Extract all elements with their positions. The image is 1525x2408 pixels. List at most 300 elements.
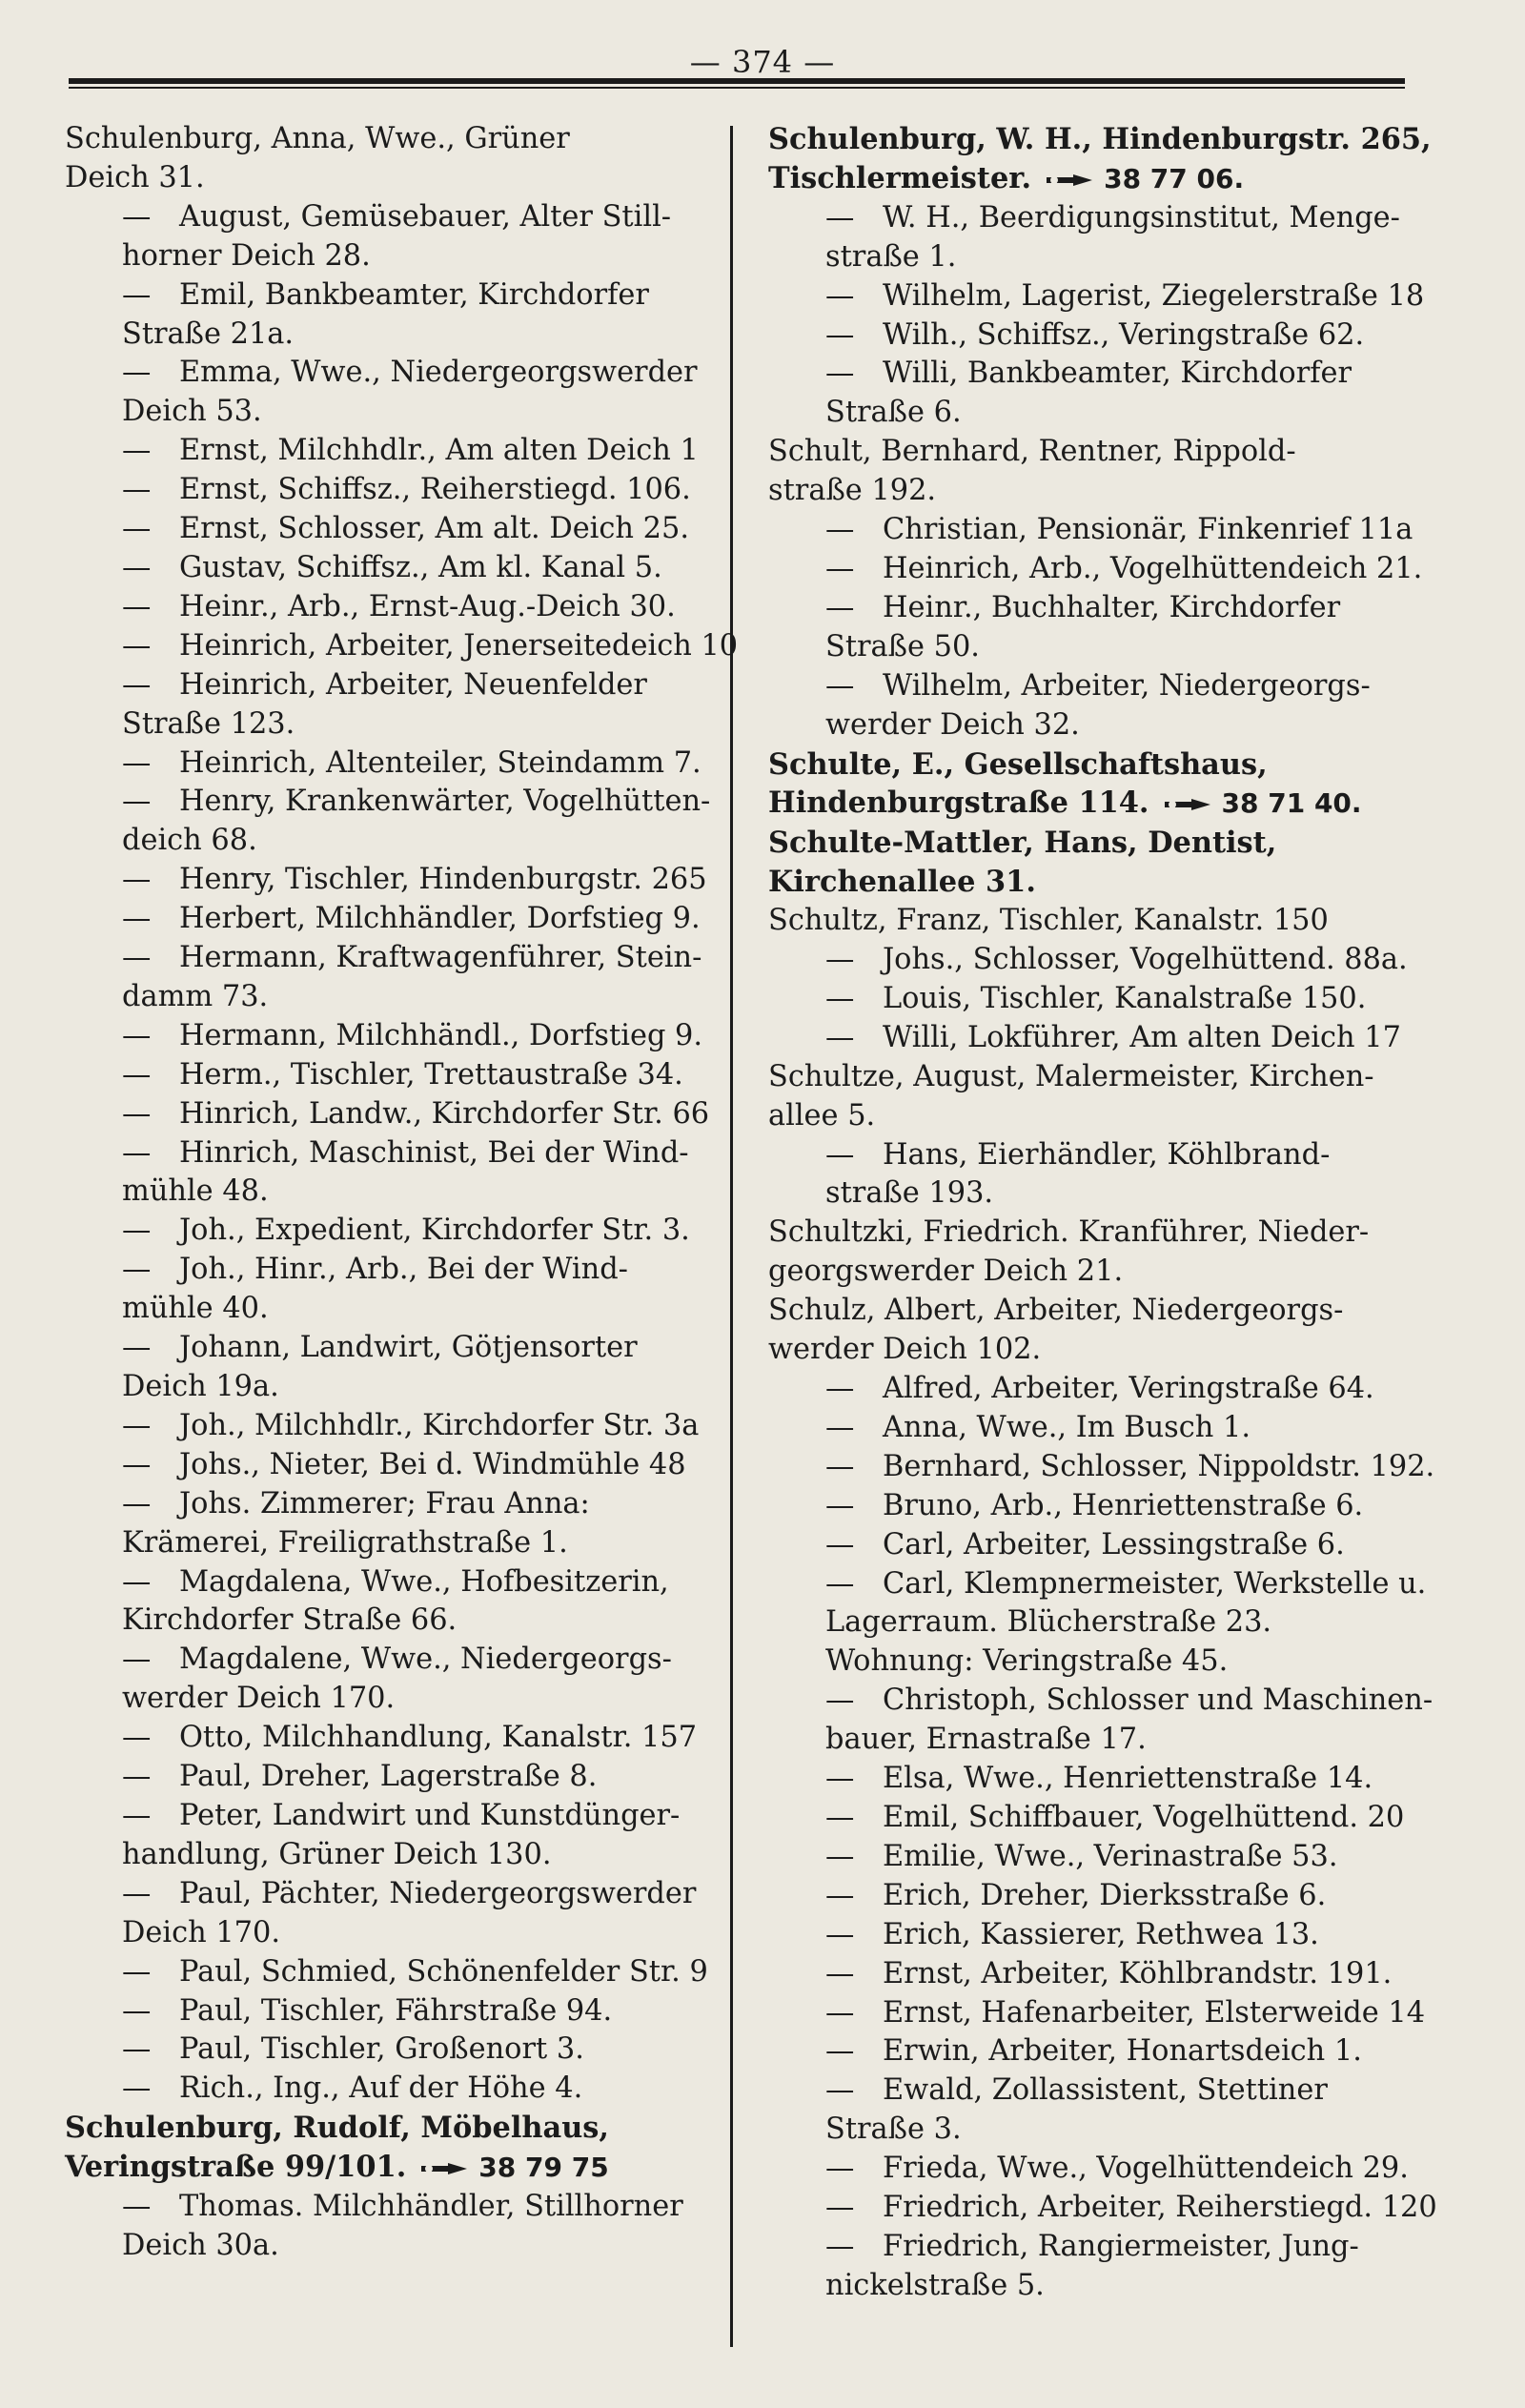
ditto-dash: — bbox=[825, 590, 855, 624]
entry-line: Straße 50. bbox=[825, 629, 980, 663]
entry-line bbox=[825, 1019, 1426, 1058]
directory-entry bbox=[65, 1095, 722, 1134]
entry-line bbox=[122, 2030, 722, 2070]
entry-line bbox=[122, 1719, 722, 1758]
entry-line: Schultz, Franz, Tischler, Kanalstr. 150 bbox=[768, 904, 1329, 938]
entry-line bbox=[122, 627, 739, 666]
entry-line bbox=[122, 939, 722, 978]
ditto-dash: — bbox=[122, 1253, 152, 1287]
directory-entry bbox=[65, 1212, 722, 1251]
directory-entry bbox=[768, 1214, 1426, 1292]
directory-entry bbox=[768, 1409, 1426, 1448]
entry-text: Heinr., Arb., Ernst-Aug.-Deich 30. bbox=[179, 589, 676, 623]
entry-text: Thomas. Milchhändler, Stillhorner bbox=[179, 2190, 683, 2224]
entry-text: Paul, Dreher, Lagerstraße 8. bbox=[179, 1760, 598, 1794]
entry-line: Deich 30a. bbox=[122, 2228, 279, 2262]
ditto-dash: — bbox=[825, 2034, 855, 2069]
ditto-dash: — bbox=[122, 941, 152, 975]
entry-line bbox=[122, 1953, 722, 1992]
directory-entry bbox=[65, 783, 722, 861]
ditto-dash: — bbox=[122, 1993, 152, 2028]
directory-entry bbox=[768, 980, 1426, 1019]
entry-text: Willi, Bankbeamter, Kirchdorfer bbox=[883, 357, 1352, 391]
directory-entry bbox=[65, 900, 722, 939]
entry-line: allee 5. bbox=[768, 1098, 876, 1133]
ditto-dash: — bbox=[122, 1876, 152, 1910]
entry-text: Ewald, Zollassistent, Stettiner bbox=[883, 2073, 1328, 2108]
entry-line bbox=[825, 550, 1426, 589]
entry-line: Schulenburg, W. H., Hindenburgstr. 265, bbox=[768, 122, 1432, 156]
entry-text: Christian, Pensionär, Finkenrief 11a bbox=[883, 513, 1413, 547]
entry-line: nickelstraße 5. bbox=[825, 2268, 1045, 2302]
right-column bbox=[768, 120, 1437, 2306]
ditto-dash: — bbox=[825, 668, 855, 703]
directory-entry bbox=[768, 1565, 1426, 1683]
entry-text: Joh., Hinr., Arb., Bei der Wind- bbox=[179, 1253, 628, 1287]
ditto-dash: — bbox=[825, 200, 855, 235]
entry-line bbox=[122, 1095, 722, 1134]
entry-line: Schulz, Albert, Arbeiter, Niedergeorgs- bbox=[768, 1294, 1344, 1328]
ditto-dash: — bbox=[825, 357, 855, 391]
entry-text: Wilhelm, Lagerist, Ziegelerstraße 18 bbox=[883, 278, 1425, 313]
entry-line: Deich 53. bbox=[122, 395, 262, 429]
entry-text: Herm., Tischler, Trettaustraße 34. bbox=[179, 1057, 683, 1092]
entry-text: Ernst, Arbeiter, Köhlbrandstr. 191. bbox=[883, 1956, 1393, 1990]
entry-text: Peter, Landwirt und Kunstdünger- bbox=[179, 1798, 681, 1832]
directory-entry bbox=[65, 861, 722, 900]
entry-text: Henry, Krankenwärter, Vogelhütten- bbox=[179, 785, 711, 819]
entry-line bbox=[825, 1955, 1426, 1994]
directory-entry bbox=[768, 902, 1426, 941]
ditto-dash: — bbox=[825, 1527, 855, 1561]
phone-number: 38 71 40. bbox=[1221, 787, 1362, 820]
directory-entry bbox=[65, 1251, 722, 1329]
entry-text: Hermann, Kraftwagenführer, Stein- bbox=[179, 941, 702, 975]
ditto-dash: — bbox=[122, 1135, 152, 1170]
directory-entry bbox=[65, 1953, 722, 1992]
entry-text: Frieda, Wwe., Vogelhüttendeich 29. bbox=[883, 2152, 1409, 2186]
directory-entry bbox=[768, 511, 1426, 550]
entry-line: bauer, Ernastraße 17. bbox=[825, 1723, 1147, 1757]
directory-entry bbox=[768, 1487, 1426, 1526]
ditto-dash: — bbox=[825, 1020, 855, 1054]
ditto-dash: — bbox=[122, 1486, 152, 1520]
entry-line bbox=[122, 745, 722, 784]
entry-text: Wilh., Schiffsz., Veringstraße 62. bbox=[883, 317, 1365, 352]
entry-line bbox=[825, 2150, 1426, 2189]
directory-entry bbox=[768, 824, 1426, 902]
ditto-dash: — bbox=[825, 1995, 855, 2030]
telephone-icon bbox=[1045, 173, 1096, 188]
entry-text: Joh., Expedient, Kirchdorfer Str. 3. bbox=[179, 1214, 690, 1248]
directory-entry bbox=[65, 1446, 722, 1485]
ditto-dash: — bbox=[122, 356, 152, 390]
entry-text: Bernhard, Schlosser, Nippoldstr. 192. bbox=[883, 1449, 1435, 1483]
entry-line bbox=[825, 2228, 1426, 2267]
entry-text: Erich, Kassierer, Rethwea 13. bbox=[883, 1917, 1319, 1951]
entry-line: georgswerder Deich 21. bbox=[768, 1255, 1124, 1289]
entry-line bbox=[122, 354, 722, 393]
entry-line bbox=[825, 2032, 1426, 2071]
entry-text: Paul, Pächter, Niedergeorgswerder bbox=[179, 1876, 697, 1910]
ditto-dash: — bbox=[825, 1956, 855, 1990]
entry-text: Heinrich, Arb., Vogelhüttendeich 21. bbox=[883, 551, 1423, 585]
entry-line bbox=[825, 277, 1426, 316]
ditto-dash: — bbox=[122, 1408, 152, 1442]
entry-text: Christoph, Schlosser und Maschinen- bbox=[883, 1684, 1434, 1718]
entry-text: Hinrich, Landw., Kirchdorfer Str. 66 bbox=[179, 1096, 710, 1131]
entry-line: straße 193. bbox=[825, 1176, 994, 1211]
entry-line: werder Deich 170. bbox=[122, 1682, 396, 1716]
entry-text: Ernst, Milchhdlr., Am alten Deich 1 bbox=[179, 434, 699, 468]
entry-line: werder Deich 102. bbox=[768, 1333, 1042, 1367]
directory-entry bbox=[65, 1407, 722, 1446]
entry-text: Wilhelm, Arbeiter, Niedergeorgs- bbox=[883, 668, 1371, 703]
ditto-dash: — bbox=[825, 1839, 855, 1873]
ditto-dash: — bbox=[122, 1643, 152, 1677]
directory-entry bbox=[65, 1719, 722, 1758]
phone-number: 38 79 75 bbox=[478, 2152, 609, 2184]
entry-line: Tischlermeister. 38 77 06. bbox=[768, 160, 1245, 195]
entry-text: Carl, Klempnermeister, Werkstelle u. bbox=[883, 1566, 1427, 1601]
entry-line: Schult, Bernhard, Rentner, Rippold- bbox=[768, 435, 1296, 469]
entry-text: Rich., Ing., Auf der Höhe 4. bbox=[179, 2071, 583, 2106]
directory-entry bbox=[65, 745, 722, 784]
ditto-dash: — bbox=[122, 1096, 152, 1131]
directory-entry bbox=[65, 2109, 722, 2188]
directory-entry bbox=[768, 1448, 1435, 1487]
entry-line bbox=[122, 549, 722, 588]
entry-line bbox=[122, 861, 722, 900]
entry-line: mühle 40. bbox=[122, 1292, 269, 1326]
entry-text: Anna, Wwe., Im Busch 1. bbox=[883, 1410, 1250, 1444]
directory-entry bbox=[65, 2188, 722, 2266]
entry-line: mühle 48. bbox=[122, 1174, 269, 1209]
directory-entry bbox=[65, 2070, 722, 2109]
ditto-dash: — bbox=[825, 1488, 855, 1522]
entry-text: Ernst, Hafenarbeiter, Elsterweide 14 bbox=[883, 1995, 1426, 2030]
entry-text: W. H., Beerdigungsinstitut, Menge- bbox=[883, 200, 1400, 235]
entry-text: Henry, Tischler, Hindenburgstr. 265 bbox=[179, 863, 707, 897]
ditto-dash: — bbox=[122, 2032, 152, 2067]
ditto-dash: — bbox=[825, 1917, 855, 1951]
entry-line bbox=[825, 1838, 1426, 1877]
entry-line: handlung, Grüner Deich 130. bbox=[122, 1837, 552, 1871]
ditto-dash: — bbox=[825, 1878, 855, 1912]
entry-text: Friedrich, Arbeiter, Reiherstiegd. 120 bbox=[883, 2191, 1437, 2225]
entry-line: Veringstraße 99/101. 38 79 75 bbox=[65, 2150, 609, 2185]
entry-text: Erwin, Arbeiter, Honartsdeich 1. bbox=[883, 2034, 1362, 2069]
entry-line bbox=[122, 666, 722, 705]
entry-line bbox=[122, 510, 722, 549]
entry-text: Paul, Schmied, Schönenfelder Str. 9 bbox=[179, 1954, 708, 1989]
directory-entry bbox=[768, 745, 1426, 825]
directory-entry bbox=[768, 2032, 1426, 2071]
ditto-dash: — bbox=[122, 1721, 152, 1755]
ditto-dash: — bbox=[122, 1018, 152, 1052]
ditto-dash: — bbox=[122, 628, 152, 663]
entry-line: Schulte, E., Gesellschaftshaus, bbox=[768, 746, 1268, 782]
entry-line bbox=[122, 1641, 722, 1680]
directory-entry bbox=[768, 2189, 1437, 2228]
entry-line bbox=[122, 1134, 722, 1173]
entry-line bbox=[825, 1877, 1426, 1916]
entry-line bbox=[122, 1446, 722, 1485]
entry-line bbox=[122, 1017, 722, 1056]
entry-line bbox=[122, 2188, 722, 2227]
entry-text: Elsa, Wwe., Henriettenstraße 14. bbox=[883, 1762, 1373, 1796]
entry-text: Hans, Eierhändler, Köhlbrand- bbox=[883, 1137, 1331, 1172]
ditto-dash: — bbox=[825, 943, 855, 977]
ditto-dash: — bbox=[122, 1447, 152, 1481]
directory-entry bbox=[768, 1370, 1426, 1409]
ditto-dash: — bbox=[122, 473, 152, 507]
ditto-dash: — bbox=[825, 981, 855, 1015]
entry-line bbox=[122, 198, 722, 237]
entry-text: Emma, Wwe., Niedergeorgswerder bbox=[179, 356, 698, 390]
directory-entry bbox=[768, 1292, 1426, 1370]
entry-line bbox=[825, 316, 1426, 356]
entry-line bbox=[825, 1760, 1426, 1799]
directory-entry bbox=[65, 354, 722, 432]
ditto-dash: — bbox=[825, 1800, 855, 1834]
entry-text: Erich, Dreher, Dierksstraße 6. bbox=[883, 1878, 1327, 1912]
ditto-dash: — bbox=[122, 1954, 152, 1989]
directory-entry bbox=[768, 1994, 1426, 2033]
entry-text: Bruno, Arb., Henriettenstraße 6. bbox=[883, 1488, 1364, 1522]
entry-line: Kirchdorfer Straße 66. bbox=[122, 1603, 458, 1638]
entry-line: Deich 19a. bbox=[122, 1370, 279, 1403]
entry-text: Hinrich, Maschinist, Bei der Wind- bbox=[179, 1135, 689, 1170]
entry-text: Emil, Bankbeamter, Kirchdorfer bbox=[179, 277, 649, 312]
entry-text: Herbert, Milchhändler, Dorfstieg 9. bbox=[179, 902, 701, 936]
directory-entry bbox=[768, 316, 1426, 356]
entry-text: Alfred, Arbeiter, Veringstraße 64. bbox=[883, 1372, 1374, 1405]
ditto-dash: — bbox=[122, 2190, 152, 2224]
entry-line: Schulte-Mattler, Hans, Dentist, bbox=[768, 826, 1277, 861]
ditto-dash: — bbox=[122, 434, 152, 468]
directory-entry bbox=[768, 1760, 1426, 1799]
directory-entry bbox=[768, 1955, 1426, 1994]
entry-line bbox=[122, 432, 722, 471]
ditto-dash: — bbox=[122, 1057, 152, 1092]
entry-line bbox=[122, 900, 722, 939]
entry-text: Heinrich, Arbeiter, Neuenfelder bbox=[179, 667, 647, 702]
phone-number: 38 77 06. bbox=[1104, 162, 1245, 194]
ditto-dash: — bbox=[122, 1798, 152, 1832]
entry-text: Louis, Tischler, Kanalstraße 150. bbox=[883, 981, 1367, 1015]
ditto-dash: — bbox=[825, 513, 855, 547]
entry-text: Otto, Milchhandlung, Kanalstr. 157 bbox=[179, 1721, 698, 1755]
directory-entry bbox=[65, 1056, 722, 1095]
ditto-dash: — bbox=[825, 551, 855, 585]
entry-line bbox=[825, 355, 1426, 394]
header-rule bbox=[69, 78, 1405, 89]
ditto-dash: — bbox=[122, 277, 152, 312]
directory-entry bbox=[65, 120, 722, 198]
entry-text: Heinr., Buchhalter, Kirchdorfer bbox=[883, 590, 1341, 624]
page-number: — 374 — bbox=[689, 44, 836, 80]
directory-entry bbox=[65, 1329, 722, 1407]
entry-line: horner Deich 28. bbox=[122, 238, 371, 273]
directory-entry bbox=[768, 1916, 1426, 1955]
entry-text: Magdalene, Wwe., Niedergeorgs- bbox=[179, 1643, 672, 1677]
entry-text: Emilie, Wwe., Verinastraße 53. bbox=[883, 1839, 1338, 1873]
directory-entry bbox=[768, 120, 1432, 199]
entry-line bbox=[825, 1526, 1426, 1565]
directory-entry bbox=[65, 510, 722, 549]
entry-line: Straße 21a. bbox=[122, 316, 295, 351]
directory-entry bbox=[768, 2228, 1426, 2306]
directory-entry bbox=[65, 1875, 722, 1953]
entry-line bbox=[825, 199, 1426, 238]
directory-entry bbox=[65, 1134, 722, 1213]
ditto-dash: — bbox=[122, 745, 152, 780]
entry-line: deich 68. bbox=[122, 824, 257, 858]
ditto-dash: — bbox=[825, 1566, 855, 1601]
entry-line bbox=[122, 276, 722, 316]
telephone-icon bbox=[419, 2161, 471, 2176]
ditto-dash: — bbox=[122, 512, 152, 546]
entry-text: Paul, Tischler, Fährstraße 94. bbox=[179, 1993, 613, 2028]
ditto-dash: — bbox=[122, 785, 152, 819]
entry-line bbox=[825, 941, 1426, 980]
entry-line bbox=[122, 1563, 722, 1602]
directory-entry bbox=[768, 1526, 1426, 1565]
entry-text: Carl, Arbeiter, Lessingstraße 6. bbox=[883, 1527, 1345, 1561]
entry-text: Johann, Landwirt, Götjensorter bbox=[179, 1331, 638, 1365]
entry-line bbox=[825, 589, 1426, 628]
directory-entry bbox=[768, 1877, 1426, 1916]
directory-entry bbox=[768, 277, 1426, 316]
entry-line: straße 1. bbox=[825, 239, 957, 274]
entry-line: Kirchenallee 31. bbox=[768, 865, 1036, 900]
entry-line bbox=[825, 1916, 1426, 1955]
directory-entry bbox=[768, 433, 1426, 511]
directory-entry bbox=[768, 355, 1426, 433]
ditto-dash: — bbox=[825, 2152, 855, 2186]
ditto-dash: — bbox=[825, 1684, 855, 1718]
directory-entry bbox=[65, 627, 739, 666]
directory-entry bbox=[768, 1838, 1426, 1877]
directory-entry bbox=[768, 550, 1426, 589]
entry-line bbox=[122, 1797, 722, 1836]
entry-line bbox=[825, 1682, 1434, 1721]
directory-entry bbox=[768, 941, 1426, 980]
ditto-dash: — bbox=[825, 278, 855, 313]
entry-line: Schultzki, Friedrich. Kranführer, Nieder- bbox=[768, 1215, 1370, 1250]
ditto-dash: — bbox=[122, 1331, 152, 1365]
entry-line: Straße 123. bbox=[122, 706, 295, 741]
directory-entry bbox=[65, 1641, 722, 1719]
entry-text: Johs., Schlosser, Vogelhüttend. 88a. bbox=[883, 943, 1408, 977]
entry-text: Willi, Lokführer, Am alten Deich 17 bbox=[883, 1020, 1401, 1054]
entry-text: Ernst, Schiffsz., Reiherstiegd. 106. bbox=[179, 473, 691, 507]
entry-line bbox=[825, 1487, 1426, 1526]
ditto-dash: — bbox=[122, 2071, 152, 2106]
ditto-dash: — bbox=[825, 1762, 855, 1796]
directory-entry bbox=[65, 939, 722, 1017]
entry-line bbox=[825, 1370, 1426, 1409]
entry-text: Ernst, Schlosser, Am alt. Deich 25. bbox=[179, 512, 689, 546]
entry-line bbox=[825, 511, 1426, 550]
entry-line bbox=[122, 1875, 722, 1914]
entry-line: straße 192. bbox=[768, 474, 937, 508]
ditto-dash: — bbox=[122, 667, 152, 702]
telephone-icon bbox=[1163, 797, 1214, 812]
ditto-dash: — bbox=[825, 1449, 855, 1483]
ditto-dash: — bbox=[825, 2191, 855, 2225]
entry-line bbox=[825, 1799, 1426, 1838]
entry-line bbox=[825, 1136, 1426, 1175]
directory-entry bbox=[65, 276, 722, 355]
entry-text: Emil, Schiffbauer, Vogelhüttend. 20 bbox=[883, 1800, 1405, 1834]
ditto-dash: — bbox=[122, 1760, 152, 1794]
entry-line bbox=[122, 471, 722, 510]
entry-line bbox=[825, 980, 1426, 1019]
directory-entry bbox=[768, 1682, 1434, 1760]
left-column bbox=[65, 120, 739, 2266]
entry-text: Friedrich, Rangiermeister, Jung- bbox=[883, 2229, 1359, 2263]
ditto-dash: — bbox=[122, 1214, 152, 1248]
entry-line bbox=[122, 1056, 722, 1095]
ditto-dash: — bbox=[825, 2229, 855, 2263]
ditto-dash: — bbox=[825, 2073, 855, 2108]
entry-line bbox=[122, 1992, 722, 2031]
entry-line: Deich 170. bbox=[122, 1915, 280, 1949]
entry-line bbox=[825, 2071, 1426, 2111]
directory-entry bbox=[65, 471, 722, 510]
entry-line: Straße 6. bbox=[825, 396, 962, 430]
ditto-dash: — bbox=[122, 863, 152, 897]
directory-entry bbox=[65, 1563, 722, 1642]
entry-line: Straße 3. bbox=[825, 2112, 962, 2147]
entry-text: Heinrich, Altenteiler, Steindamm 7. bbox=[179, 745, 702, 780]
entry-line bbox=[122, 588, 722, 627]
entry-line: Schulenburg, Rudolf, Möbelhaus, bbox=[65, 2111, 609, 2146]
directory-entry bbox=[65, 1758, 722, 1797]
entry-text: Heinrich, Arbeiter, Jenerseitedeich 10 bbox=[179, 628, 739, 663]
entry-text: Paul, Tischler, Großenort 3. bbox=[179, 2032, 584, 2067]
directory-entry bbox=[768, 2150, 1426, 2189]
entry-text: Johs., Nieter, Bei d. Windmühle 48 bbox=[179, 1447, 686, 1481]
entry-line: damm 73. bbox=[122, 979, 269, 1013]
entry-text: Hermann, Milchhändl., Dorfstieg 9. bbox=[179, 1018, 703, 1052]
entry-line: Schulenburg, Anna, Wwe., Grüner bbox=[65, 122, 570, 155]
entry-text: Joh., Milchhdlr., Kirchdorfer Str. 3a bbox=[179, 1408, 700, 1442]
entry-line bbox=[122, 1407, 722, 1446]
entry-line: werder Deich 32. bbox=[825, 707, 1080, 742]
ditto-dash: — bbox=[122, 589, 152, 623]
directory-entry bbox=[768, 1058, 1426, 1136]
entry-line bbox=[122, 1758, 722, 1797]
directory-entry bbox=[768, 1799, 1426, 1838]
entry-text: Johs. Zimmerer; Frau Anna: bbox=[179, 1486, 590, 1520]
entry-line: Hindenburgstraße 114. 38 71 40. bbox=[768, 786, 1362, 821]
directory-entry bbox=[65, 432, 722, 471]
entry-line bbox=[122, 2070, 722, 2109]
entry-line: Wohnung: Veringstraße 45. bbox=[825, 1644, 1229, 1679]
directory-entry bbox=[768, 2071, 1426, 2150]
ditto-dash: — bbox=[825, 1137, 855, 1172]
entry-line bbox=[825, 1409, 1426, 1448]
directory-entry bbox=[65, 1485, 722, 1563]
ditto-dash: — bbox=[825, 317, 855, 352]
entry-line bbox=[122, 783, 722, 822]
directory-entry bbox=[65, 2030, 722, 2070]
ditto-dash: — bbox=[825, 1372, 855, 1405]
entry-line: Krämerei, Freiligrathstraße 1. bbox=[122, 1525, 568, 1560]
